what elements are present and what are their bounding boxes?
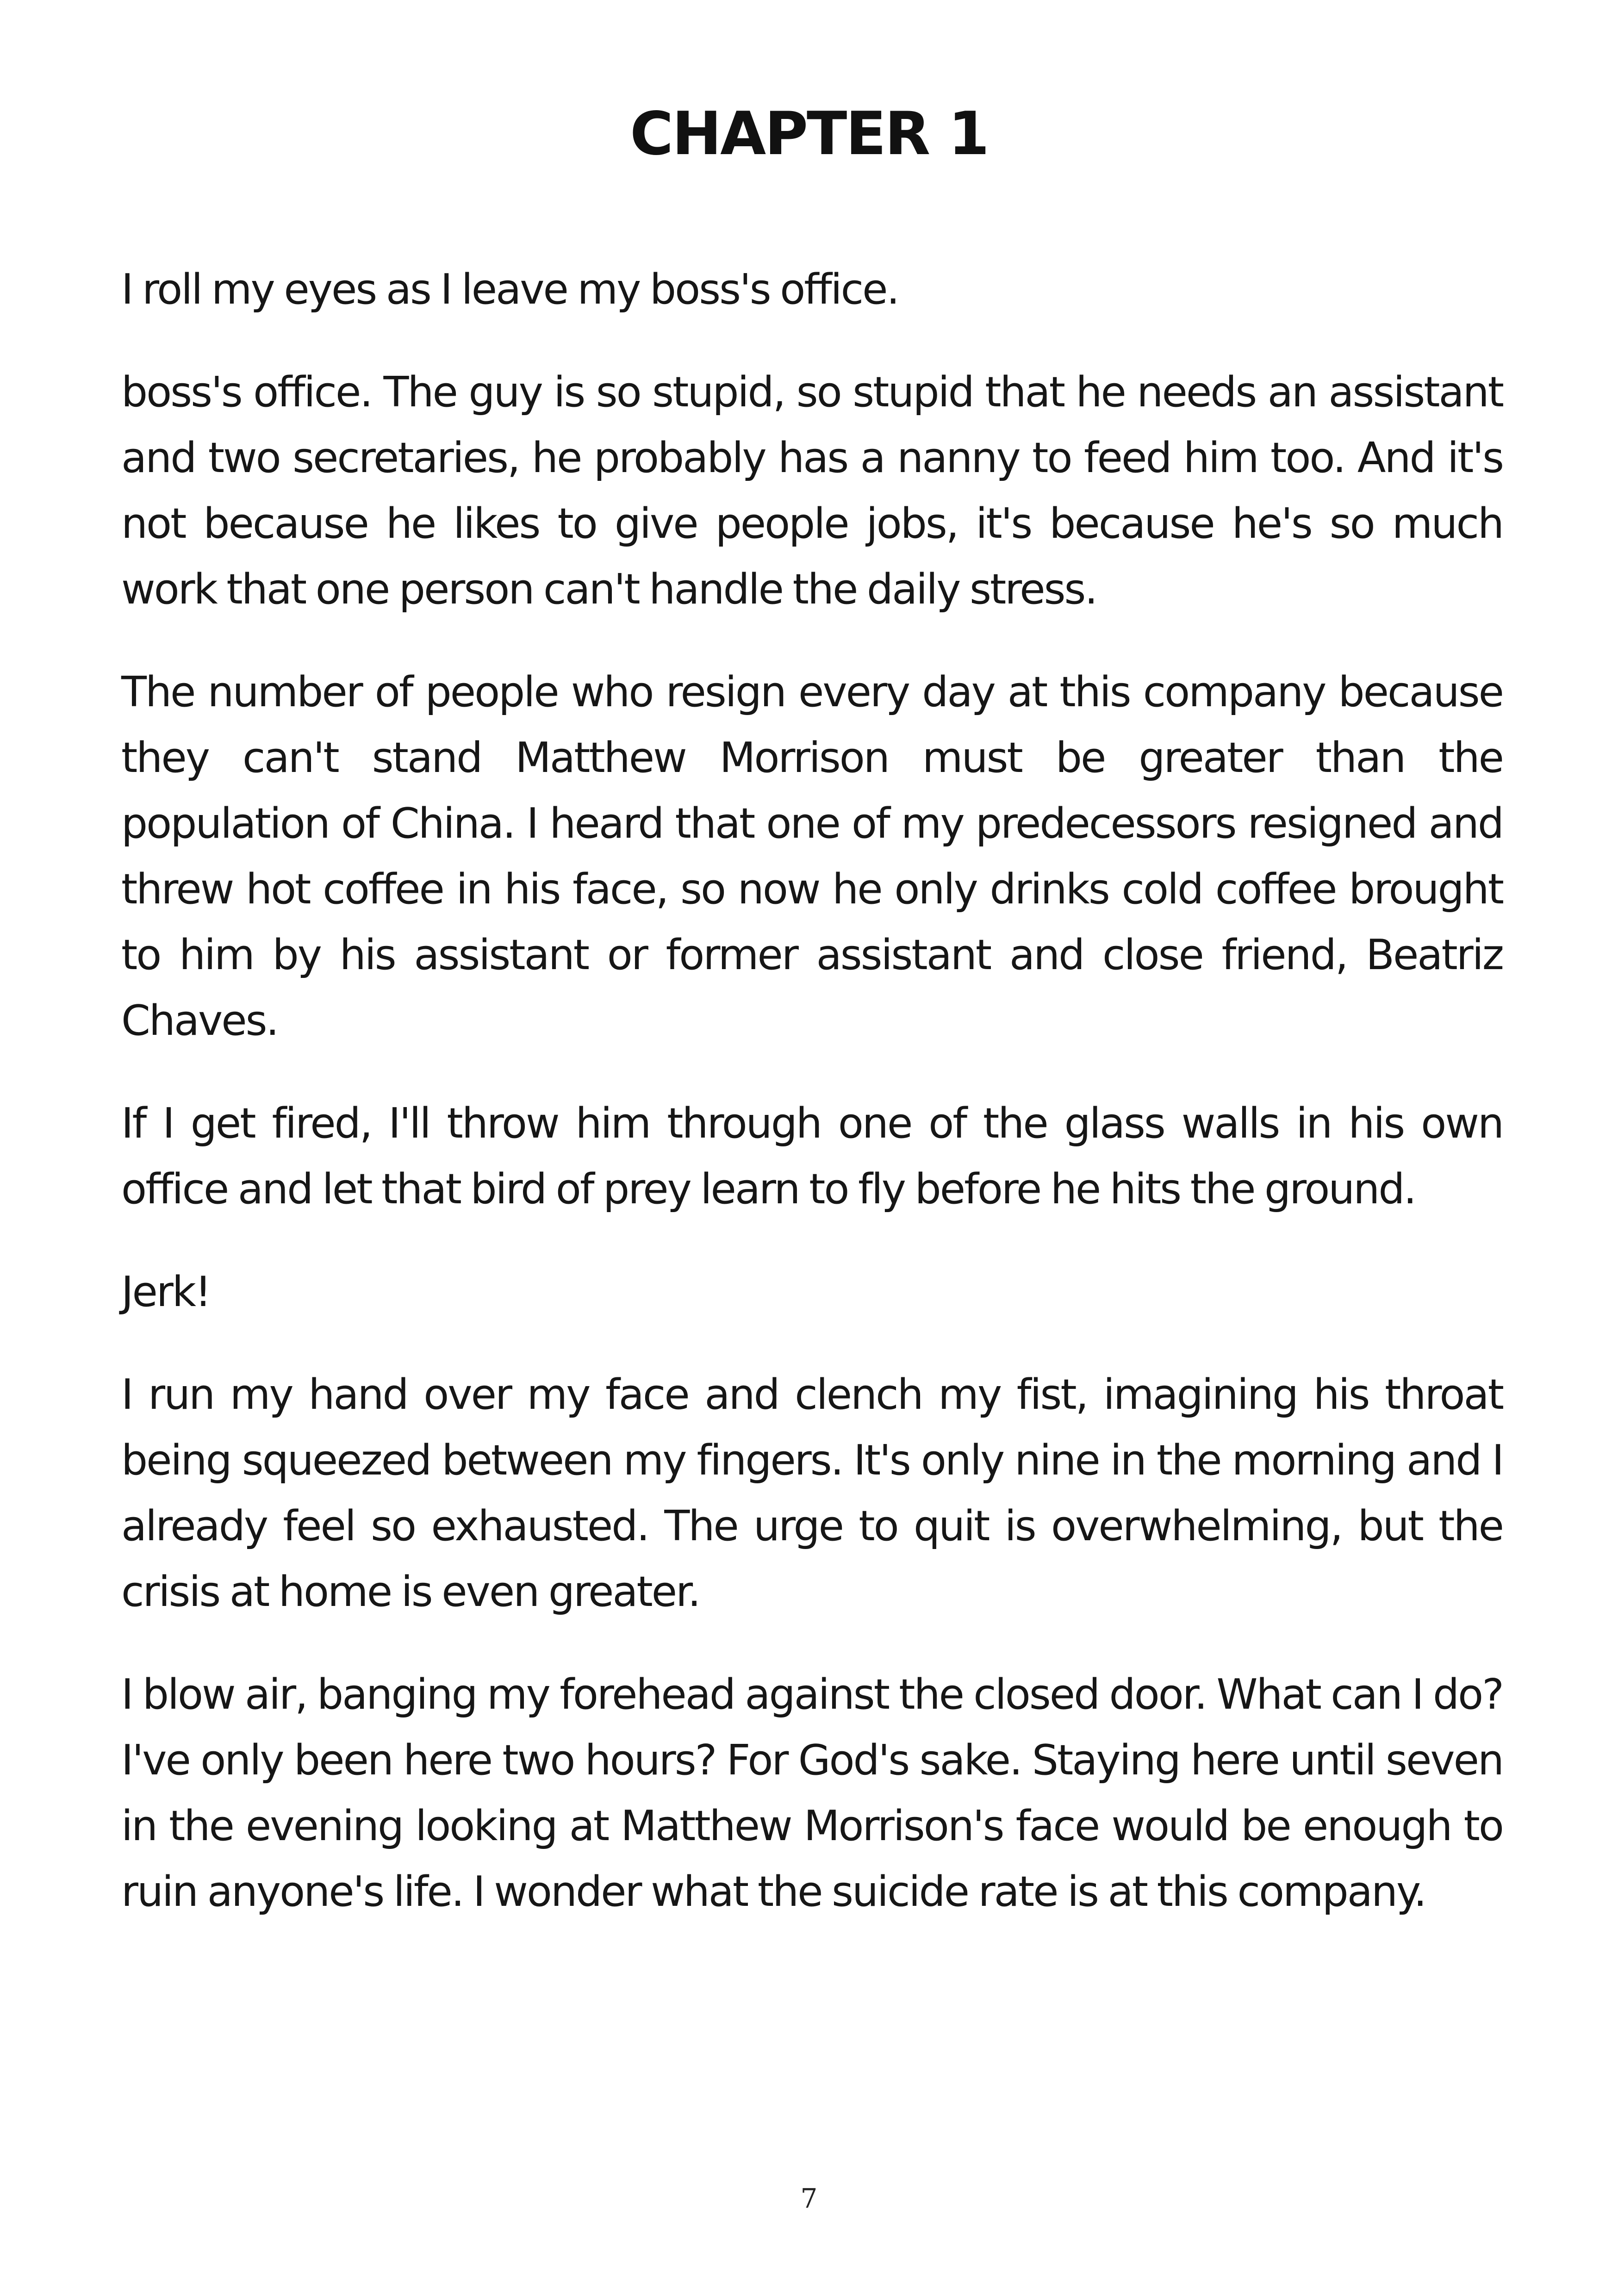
paragraph: Jerk! — [121, 1268, 211, 1316]
chapter-title: CHAPTER 1 — [630, 100, 988, 168]
page-number: 7 — [800, 2183, 818, 2214]
paragraph: If I get fired, I'll throw him through one of the glass walls in his own office and let that bird of prey learn to fly before he hits the ground. — [121, 1099, 1503, 1213]
paragraph: I roll my eyes as I leave my boss's office. — [121, 265, 899, 314]
paragraph: I run my hand over my face and clench my fist, imagining his throat being squeezed between my fingers. It's only nine in the morning and I already feel so exhausted. The urge to quit is overwhelming, but the crisis at home is even greater. — [121, 1370, 1503, 1616]
chapter-body — [121, 257, 1503, 1962]
paragraph: I blow air, banging my forehead against the closed door. What can I do? I've only been here two hours? For God's sake. Staying here until seven in the evening looking at Matthew Morrison's face would be enough to ruin anyone's life. I wonder what the suicide rate is at this company. — [121, 1670, 1503, 1916]
paragraph: boss's office. The guy is so stupid, so stupid that he needs an assistant and two secretaries, he probably has a nanny to feed him too. And it's not because he likes to give people jobs, it's because he's so much work that one person can't handle the daily stress. — [121, 368, 1503, 614]
paragraph: The number of people who resign every day at this company because they can't stand Matthew Morrison must be greater than the population of China. I heard that one of my predecessors resigned and threw hot coffee in his face, so now he only drinks cold coffee brought to him by his assistant or former assistant and close friend, Beatriz Chaves. — [121, 668, 1503, 1045]
